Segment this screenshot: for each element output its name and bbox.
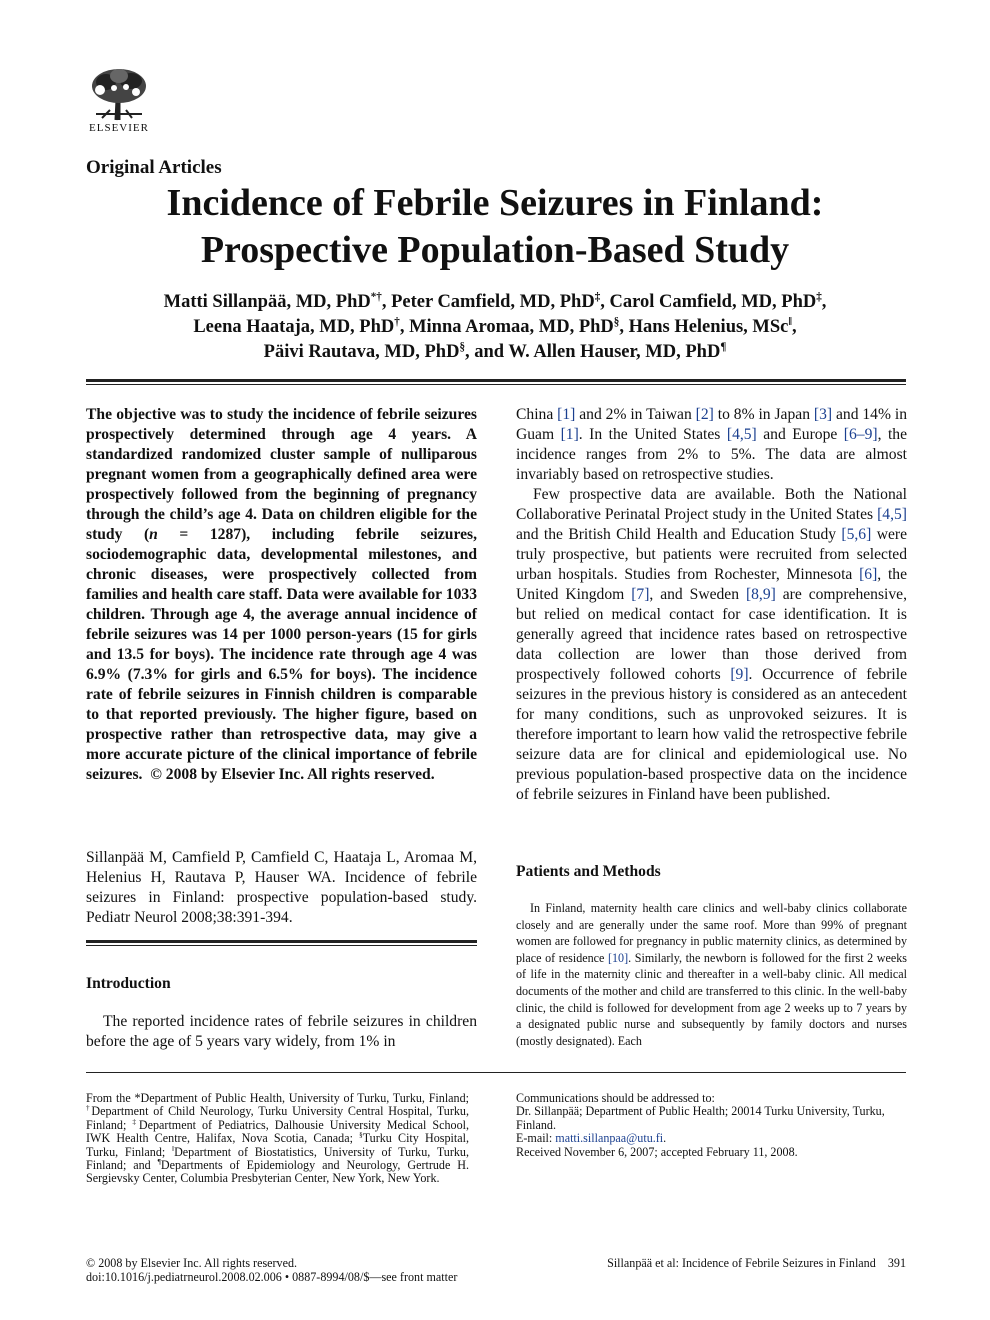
abstract-copyright: © 2008 by Elsevier Inc. All rights reserved.	[150, 766, 435, 783]
reference-link[interactable]: [3]	[813, 406, 833, 423]
reference-link[interactable]: [4,5]	[877, 506, 907, 523]
intro-para-2: Few prospective data are available. Both the National Collaborative Perinatal Project study in the United States [4,5] and the British Child Health and Education Study [5,6] were truly prospective, but patients were recruited from selected urban hospitals. Studies from Rochester, Minnesota [6], the United Kingdom [7], and Sweden [8,9] are comprehensive, but relied on medical contact for case identification. It is generally agreed that incidence rates based on retrospective data collection are lower than those derived from prospectively followed cohorts [9]. Occurrence of febrile seizures in the previous history is considered as an antecedent for many conditions, such as unprovoked seizures. It is therefore important to learn how valid the retrospective febrile seizure data are for clinical and epidemiological use. No previous population-based prospective data on the incidence of febrile seizures in Finland have been published.	[516, 486, 907, 803]
patients-methods-paragraph: In Finland, maternity health care clinics and well-baby clinics collaborate closely and are generally under the same roof. More than 99% of pregnant women are followed for pregnancy in public maternity clinics, as determined by place of residence [10]. Similarly, the newborn is followed for the first 2 weeks of life in the maternity clinic and thereafter in a well-baby clinic. All medical documents of the mother and child are transferred to this clinic. In the well-baby clinic, the child is followed for development from age 2 weeks up to 7 years by a designated public nurse and subsequently by family doctors and nurses (mostly designated). Each	[516, 901, 907, 1048]
title-line-1: Incidence of Febrile Seizures in Finland:	[166, 182, 824, 224]
correspondence-email: E-mail: matti.sillanpaa@utu.fi.	[516, 1131, 667, 1146]
citation-divider	[86, 940, 477, 946]
correspondence-line: Communications should be addressed to:	[516, 1091, 715, 1105]
affiliations: From the *Department of Public Health, University of Turku, Turku, Finland; †Department of Child Neurology, Turku University Central Hospital, Turku, Finland; ‡Department of Pediatrics, Dalhousie University Medical School, IWK Health Centre, Halifax, Nova Scotia, Canada; §Turku City Hospital, Turku, Finland; ‖Department of Biostatistics, University of Turku, Turku, Finland; and ¶Departments of Epidemiology and Neurology, Gertrude H. Sergievsky Center, Columbia Presbyterian Center, New York, New York.	[86, 1091, 470, 1186]
author-line-1: Matti Sillanpää, MD, PhD*†, Peter Camfield, MD, PhD‡, Carol Camfield, MD, PhD‡,	[163, 290, 827, 312]
received-dates: Received November 6, 2007; accepted February 11, 2008.	[516, 1144, 798, 1159]
abstract: The objective was to study the incidence of febrile seizures prospectively determined through age 4 years. A standardized randomized cluster sample of nulliparous pregnant women from a geographically defined area were prospectively followed from the beginning of pregnancy through the child’s age 4. Data on children eligible for the study (n = 1287), including febrile seizures, sociodemographic data, developmental milestones, and chronic diseases, were prospectively collected from families and health care staff. Data were available for 1033 children. Through age 4, the average annual incidence of febrile seizures was 14 per 1000 person-years (15 for girls and 13.5 for boys). The incidence rate through age 4 was 6.9% (7.3% for girls and 6.5% for boys). The incidence rate of febrile seizures in Finnish children is comparable to that reported previously. The higher figure, based on prospective rather than retrospective data, may give a more accurate picture of the clinical importance of febrile seizures. © 2008 by Elsevier Inc. All rights reserved.	[86, 406, 477, 783]
article-title	[60, 180, 930, 274]
email-link[interactable]: matti.sillanpaa@utu.fi	[555, 1131, 664, 1146]
section-label: Original Articles	[86, 157, 222, 178]
reference-link[interactable]: [8,9]	[745, 586, 776, 603]
elsevier-tree-icon	[86, 66, 152, 122]
introduction-paragraph: The reported incidence rates of febrile seizures in children before the age of 5 years vary widely, from 1% in	[86, 1013, 477, 1050]
introduction-continued	[516, 405, 907, 805]
author-list	[60, 290, 930, 365]
footnote-divider	[86, 1072, 906, 1073]
reference-link[interactable]: [4,5]	[726, 426, 757, 443]
reference-link[interactable]: [1]	[557, 406, 576, 423]
intro-para-1-cont: China [1] and 2% in Taiwan [2] to 8% in Japan [3] and 14% in Guam [1]. In the United States [4,5] and Europe [6–9], the incidence ranges from 2% to 5%. The data are almost invariably based on retrospective studies.	[516, 406, 908, 483]
reference-link[interactable]: [7]	[631, 586, 650, 603]
reference-link[interactable]: [9]	[730, 666, 749, 683]
reference-link[interactable]: [5,6]	[841, 526, 872, 543]
correspondence-address: Dr. Sillanpää; Department of Public Health; 20014 Turku University, Turku, Finland.	[516, 1104, 885, 1132]
reference-link[interactable]: [2]	[695, 406, 714, 423]
reference-link[interactable]: [10]	[607, 950, 629, 965]
author-line-3: Päivi Rautava, MD, PhD§, and W. Allen Hauser, MD, PhD¶	[263, 340, 727, 362]
reference-link[interactable]: [6–9]	[843, 426, 878, 443]
patients-methods-heading: Patients and Methods	[516, 863, 661, 880]
doi: doi:10.1016/j.pediatrneurol.2008.02.006 • 0887-8994/08/$—see front matter	[86, 1270, 458, 1284]
page-number: 391	[887, 1256, 906, 1270]
title-line-2: Prospective Population-Based Study	[200, 229, 790, 271]
correspondence	[516, 1092, 907, 1159]
reference-link[interactable]: [1]	[560, 426, 579, 443]
running-head: Sillanpää et al: Incidence of Febrile Seizures in Finland 391	[607, 1256, 906, 1270]
reference-link[interactable]: [6]	[859, 566, 878, 583]
footer-copyright: © 2008 by Elsevier Inc. All rights reserved. doi:10.1016/j.pediatrneurol.2008.02.006 • 0887-8994/08/$—see front matter	[86, 1256, 458, 1284]
citation: Sillanpää M, Camfield P, Camfield C, Haataja L, Aromaa M, Helenius H, Rautava P, Hauser WA. Incidence of febrile seizures in Finland: prospective population-based study. Pediatr Neurol 2008;38:391-394.	[86, 849, 477, 926]
author-line-2: Leena Haataja, MD, PhD†, Minna Aromaa, MD, PhD§, Hans Helenius, MSc‖,	[193, 315, 797, 337]
introduction-heading: Introduction	[86, 975, 171, 992]
elsevier-wordmark: ELSEVIER	[89, 122, 149, 134]
header-divider	[86, 379, 906, 385]
